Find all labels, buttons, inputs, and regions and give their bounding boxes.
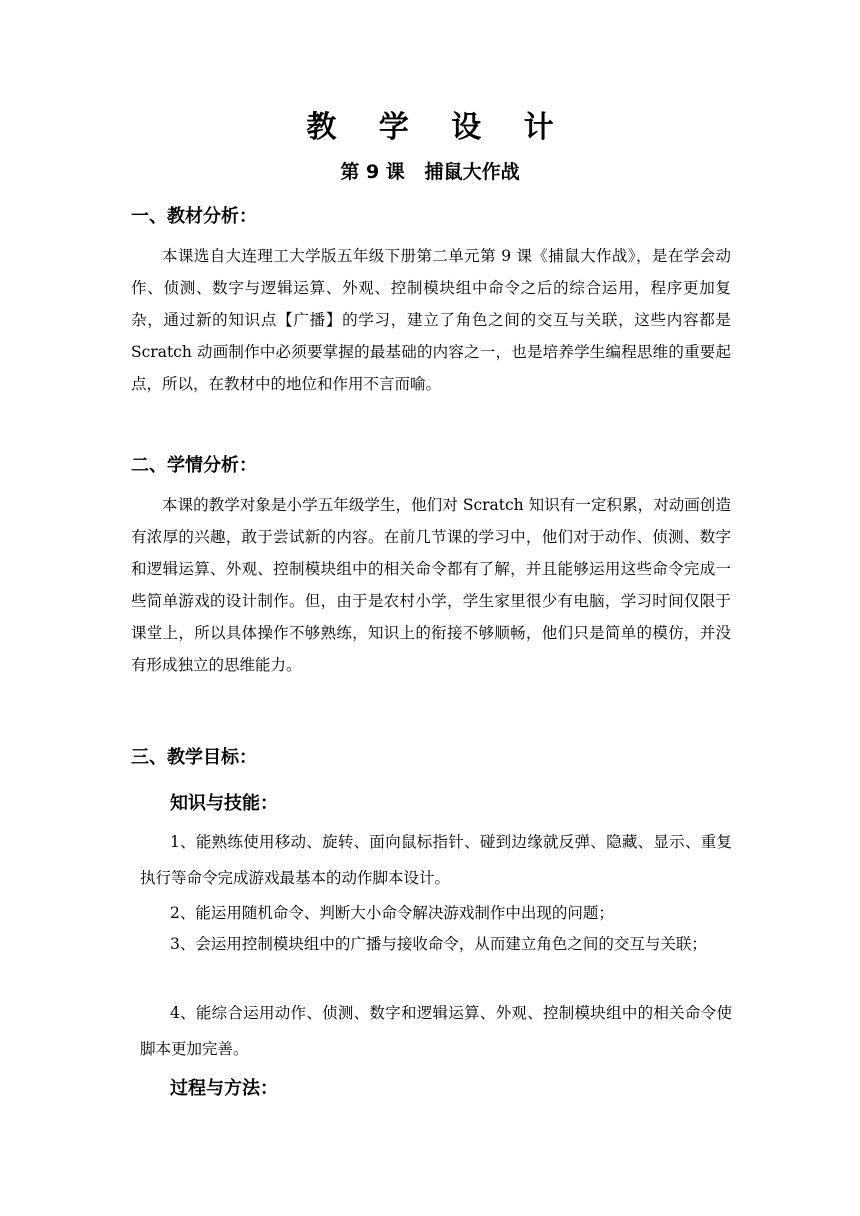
subheading-process-methods: 过程与方法： xyxy=(170,1078,278,1099)
goal-item-2: 2、能运用随机命令、判断大小命令解决游戏制作中出现的问题； xyxy=(170,904,614,922)
section-heading-teaching-goals: 三、教学目标： xyxy=(131,747,257,768)
section-heading-textbook-analysis: 一、教材分析： xyxy=(131,206,257,227)
goal-item-4: 4、能综合运用动作、侦测、数字和逻辑运算、外观、控制模块组中的相关命令使脚本更加完善。 xyxy=(140,1004,732,1058)
section-heading-student-analysis: 二、学情分析： xyxy=(131,455,257,476)
textbook-analysis-paragraph: 本课选自大连理工大学版五年级下册第二单元第 9 课《捕鼠大作战》，是在学会动作、侦测、数字与逻辑运算、外观、控制模块组中命令之后的综合运用，程序更加复杂，通过新的知识点【广播】的学习，建立了角色之间的交互与关联，这些内容都是 Scratch 动画制作中必须要掌握的最基础的内容之一，也是培养学生编程思维的重要起点，所以，在教材中的地位和作用不言而喻。 xyxy=(131,247,731,393)
lesson-subtitle: 第 9 课 捕鼠大作战 xyxy=(340,161,520,183)
document-title: 教 学 设 计 xyxy=(306,110,570,145)
goal-item-3: 3、会运用控制模块组中的广播与接收命令，从而建立角色之间的交互与关联； xyxy=(170,935,707,953)
subheading-knowledge-skills: 知识与技能： xyxy=(170,793,278,814)
student-analysis-paragraph: 本课的教学对象是小学五年级学生，他们对 Scratch 知识有一定积累，对动画创造有浓厚的兴趣，敢于尝试新的内容。在前几节课的学习中，他们对于动作、侦测、数字和逻辑运算、外观、控制模块组中的相关命令都有了解，并且能够运用这些命令完成一些简单游戏的设计制作。但，由于是农村小学，学生家里很少有电脑，学习时间仅限于课堂上，所以具体操作不够熟练，知识上的衔接不够顺畅，他们只是简单的模仿，并没有形成独立的思维能力。 xyxy=(131,496,731,674)
goal-item-1: 1、能熟练使用移动、旋转、面向鼠标指针、碰到边缘就反弹、隐藏、显示、重复执行等命令完成游戏最基本的动作脚本设计。 xyxy=(140,833,732,887)
